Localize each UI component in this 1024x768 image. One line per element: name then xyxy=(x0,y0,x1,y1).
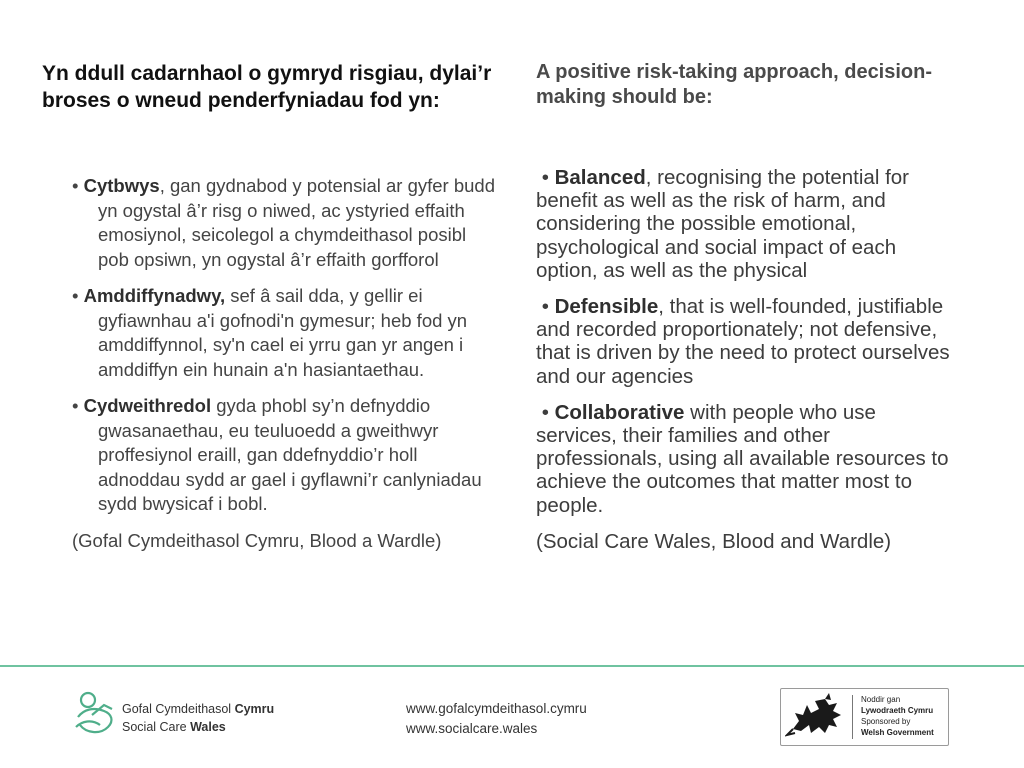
english-item-balanced xyxy=(536,166,956,282)
english-body xyxy=(536,166,956,553)
english-heading: A positive risk-taking approach, decision-making should be: xyxy=(536,61,933,108)
welsh-heading: Yn ddull cadarnhaol o gymryd risgiau, dylai’r broses o wneud penderfyniadau fod yn: xyxy=(42,62,492,112)
sponsor-line4: Welsh Government xyxy=(861,728,934,737)
url-welsh[interactable]: www.gofalcymdeithasol.cymru xyxy=(406,701,587,716)
welsh-government-sponsor-badge xyxy=(780,688,949,746)
english-text-balanced: , recognising the potential for benefit as well as the risk of harm, and considering the possible emotional, psychological and social impact of each option, as well as the physical xyxy=(536,166,909,282)
welsh-item-balanced xyxy=(72,174,502,272)
sponsor-line1: Noddir gan xyxy=(861,695,901,704)
logo-line2-bold: Wales xyxy=(190,720,226,734)
url-english[interactable]: www.socialcare.wales xyxy=(406,721,538,736)
english-term-collaborative: Collaborative xyxy=(554,400,685,424)
welsh-item-collaborative xyxy=(72,394,502,517)
welsh-term-defensible: Amddiffynadwy, xyxy=(83,285,226,306)
english-item-collaborative xyxy=(536,401,956,517)
english-citation: (Social Care Wales, Blood and Wardle) xyxy=(536,529,892,553)
bullet: • xyxy=(541,166,549,189)
sponsor-text xyxy=(861,694,934,738)
bullet: • xyxy=(72,395,79,416)
logo-wordmark xyxy=(122,700,274,736)
bullet: • xyxy=(541,400,549,424)
english-term-balanced: Balanced xyxy=(554,166,646,189)
english-term-defensible: Defensible xyxy=(554,295,659,319)
english-item-defensible xyxy=(536,295,956,388)
welsh-item-defensible xyxy=(72,284,502,382)
bullet: • xyxy=(72,175,79,196)
social-care-wales-mark-icon xyxy=(74,691,118,737)
welsh-text-collaborative: gyda phobl sy’n defnyddio gwasanaethau, eu teuluoedd a gweithwyr proffesiynol eraill, gan ddefnyddio’r holl adnoddau sydd ar gael i gyflawni’r canlyniadau sydd bwysicaf i bobl. xyxy=(98,395,482,514)
footer-urls xyxy=(406,699,587,739)
sponsor-line2: Lywodraeth Cymru xyxy=(861,706,934,715)
welsh-term-collaborative: Cydweithredol xyxy=(83,395,212,416)
welsh-text-defensible: sef â sail dda, y gellir ei gyfiawnhau a'i gofnodi'n gymesur; heb fod yn amddiffynnol, sy'n cael ei yrru gan yr angen i amddiffyn ein hunain a'n hasiantaethau. xyxy=(98,285,468,380)
welsh-citation: (Gofal Cymdeithasol Cymru, Blood a Wardle) xyxy=(72,529,442,551)
bullet: • xyxy=(72,285,79,306)
logo-line1-bold: Cymru xyxy=(234,702,275,716)
bullet: • xyxy=(541,295,549,319)
english-text-collaborative: with people who use services, their families and other professionals, using all available resources to achieve the outcomes that matter most to people. xyxy=(536,400,949,517)
sponsor-line3: Sponsored by xyxy=(861,717,911,726)
footer-divider xyxy=(0,665,1024,667)
english-text-defensible: , that is well-founded, justifiable and recorded proportionately; not defensive, that is driven by the need to protect ourselves and our agencies xyxy=(536,295,950,388)
welsh-body xyxy=(72,174,502,553)
badge-separator xyxy=(852,695,853,739)
logo-line2: Social Care xyxy=(122,720,191,734)
welsh-dragon-icon xyxy=(785,691,851,743)
social-care-wales-logo xyxy=(74,691,294,741)
logo-line1: Gofal Cymdeithasol xyxy=(122,702,235,716)
welsh-text-balanced: , gan gydnabod y potensial ar gyfer budd yn ogystal â’r risg o niwed, ac ystyried effaith emosiynol, seicolegol a chymdeithasol posibl pob opsiwn, yn ogystal â’r effaith gorfforol xyxy=(98,175,495,270)
welsh-term-balanced: Cytbwys xyxy=(83,175,160,196)
